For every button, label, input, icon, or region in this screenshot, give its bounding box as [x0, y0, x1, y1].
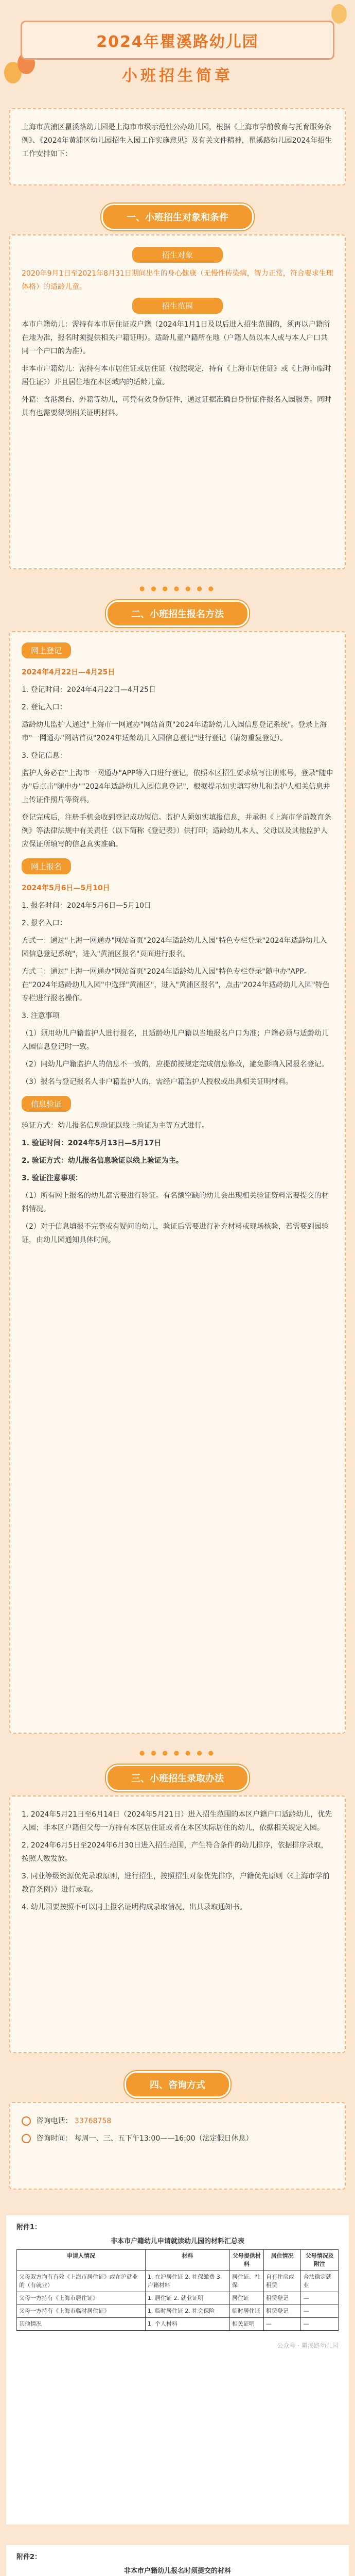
time-line [22, 2132, 333, 2145]
table-cell: 合法稳定就业 [301, 2271, 339, 2292]
confirm-step: 3. 验证注意事项： [22, 1174, 82, 1182]
watermark: 公众号 · 瞿溪路幼儿园 [277, 2342, 339, 2349]
table-cell: — [301, 2292, 339, 2305]
attachment-2-label: 附件2： [16, 2553, 42, 2561]
attachment-1-label: 附件1： [16, 2224, 42, 2231]
table-cell: — [301, 2305, 339, 2318]
table-cell: — [263, 2318, 301, 2331]
table-cell: — [301, 2318, 339, 2331]
reg-step: 1. 登记时间：2024年4月22日—4月25日 [22, 686, 156, 694]
reg-step: 2. 登记入口： [22, 703, 67, 711]
age-text: 2020年9月1日至2021年8月31日期间出生的身心健康（无慢性传染病，智力正常，符合要求生理体格）的适龄儿童。 [22, 269, 333, 291]
section-header [0, 2071, 355, 2098]
section-1-title: 一、小班招生对象和条件 [101, 204, 254, 230]
table-cell: 临时居住证 [229, 2305, 263, 2318]
attachment-1-title: 非本市户籍幼儿申请就读幼儿园的材料汇总表 [110, 2238, 244, 2245]
attachment-1 [6, 2215, 349, 2524]
table-cell: 1. 个人材料 [145, 2318, 229, 2331]
time-value: 每周一、三、五下午13:00——16:00（法定假日休息） [74, 2134, 253, 2143]
section-header [0, 600, 355, 627]
confirm-step: （2）对于信息填报不完整或有疑问的幼儿，验证后需要进行补充材料或现场核验，若需要到园验证，由幼儿园通知具体时间。 [22, 1223, 329, 1244]
phone-label: 咨询电话： [36, 2117, 73, 2125]
divider: ● ● ● ● ● ● ● [139, 585, 216, 592]
apply-step: （1）须用幼儿户籍监护人进行报名，且适龄幼儿户籍以当地报名户口为准；户籍必须与适龄幼儿入园信息登记时一致。 [22, 1029, 329, 1051]
page-subtitle: 小班招生简章 [122, 67, 233, 85]
section-4-card [9, 2102, 346, 2190]
admission-rule: 3. 同业等级资源优先录取原则，进行招生，按照招生对象优先排序，户籍优先原则（《上海市学前教育条例》）进行录取。 [22, 1872, 330, 1894]
table-cell: 租赁登记 [263, 2305, 301, 2318]
table-cell: 父母一方持有《上海市居住证》 [17, 2292, 146, 2305]
confirm-step: 2. 验证方式：幼儿报名信息验证以线上验证为主。 [22, 1157, 183, 1165]
table-cell: 父母一方持有《上海市临时居住证》 [17, 2305, 146, 2318]
reg-step: 登记完成后，注册手机会收到登记成功短信。监护人须如实填报信息，并承担《上海市学前教育条例》等法律法规中有关责任（以下简称《登记表》）供打印；适龄幼儿本人、父母以及其他监护人应保证所填写的信息真实准确。 [22, 814, 331, 849]
tag-confirm: 信息验证 [22, 1096, 71, 1112]
table-cell: 1. 居住证 2. 就业证明 [145, 2292, 229, 2305]
apply-step: （2）同幼儿户籍监护人的信息不一致的，应提前按规定完成信息修改，避免影响入园报名登记。 [22, 1060, 329, 1069]
confirm-step: （1）所有网上报名的幼儿都需要进行验证。有名额空缺的幼儿会出现相关验证资料需要提交的材料情况。 [22, 1192, 329, 1213]
admission-rule: 2. 2024年6月5日至2024年6月30日进入招生范围，产生符合条件的幼儿排序，依据排序录取，按照人数发放。 [22, 1841, 328, 1863]
table-cell: 其他情况 [17, 2318, 146, 2331]
col-header: 居住情况 [263, 2250, 301, 2271]
apply-step: 2. 报名入口： [22, 919, 67, 927]
section-1-card [9, 234, 346, 569]
table-cell: 1. 临时居住证 2. 社会保险 [145, 2305, 229, 2318]
table-cell: 租赁登记 [263, 2292, 301, 2305]
time-label: 咨询时间： [36, 2134, 73, 2143]
intro-text: 上海市黄浦区瞿溪路幼儿园是上海市市级示范性公办幼儿园，根据《上海市学前教育与托育服务条例》、《2024年黄浦区幼儿园招生入园工作实施意见》及有关文件精神，瞿溪路幼儿园2024年招生工作安排如下： [22, 123, 332, 158]
section-3-card [9, 1795, 346, 2053]
phone-line [22, 2114, 333, 2128]
area-text-1: 本市户籍幼儿：需持有本市居住证或户籍（2024年1月1日及以后进入招生范围的，须再以户籍所在地为准，报名时须提供相关户籍证明）。适龄儿童户籍所在地（户籍人员以本人或与本人户口共同一个户口的为准）。 [22, 320, 330, 355]
tag-age: 招生对象 [132, 247, 223, 263]
col-header: 父母情况及附注 [301, 2250, 339, 2271]
table-cell: 自有住房或租赁 [263, 2271, 301, 2292]
apply-step: 1. 报名时间：2024年5月6日—5月10日 [22, 902, 151, 910]
register-date: 2024年4月22日—4月25日 [22, 668, 115, 676]
hero-banner [0, 0, 355, 103]
phone-number[interactable]: 33768758 [74, 2117, 112, 2125]
table-row [17, 2271, 339, 2292]
materials-table [16, 2249, 339, 2331]
col-header: 材料 [145, 2250, 229, 2271]
reg-step: 3. 登记信息： [22, 752, 67, 760]
page-title: 2024年瞿溪路幼儿园 [96, 33, 259, 51]
apply-step: 3. 注意事项 [22, 1012, 60, 1020]
admission-rule: 4. 幼儿园要按照不可以同上报名证明构成录取情况，出具录取通知书。 [22, 1903, 247, 1911]
apply-step: （3）报名与登记报名人非户籍监护人的，需经户籍监护人授权或出具相关证明材料。 [22, 1078, 293, 1086]
tag-register: 网上登记 [22, 642, 71, 658]
intro-card [9, 108, 346, 185]
reg-step: 适龄幼儿监护人通过"上海市一网通办"网站首页"2024年适龄幼儿入园信息登记系统"。登录上海市"一网通办"网站首页"2024年适龄幼儿入园信息登记"进行登记（请勿重复登记）。 [22, 721, 327, 742]
clock-icon [22, 2134, 31, 2143]
col-header: 申请人情况 [17, 2250, 146, 2271]
area-text-3: 外籍：含港澳台、外籍等幼儿，可凭有效身份证件，通过证据准确自身份证件报名入园服务。同时具有也需要得到相关证明材料。 [22, 396, 331, 417]
reg-step: 监护人务必在"上海市一网通办"APP等入口进行登记，依照本区招生要求填写注册账号，登录"随申办"后点击"随申办""2024年适龄幼儿入园信息登记"，根据提示如实填写幼儿和监护人相关信息并上传证件照片等资料。 [22, 769, 333, 804]
table-header [17, 2250, 339, 2271]
attachment-2-title: 非本市户籍幼儿报名时须提交的材料 [123, 2567, 231, 2575]
table-cell: 父母双方均有有效《上海市居住证》或在沪就业的（有就业） [17, 2271, 146, 2292]
table-cell: 相关证明 [229, 2318, 263, 2331]
attachment-2 [6, 2545, 349, 2576]
section-4-title: 四、咨询方式 [125, 2071, 230, 2098]
col-header: 父母提供材料 [229, 2250, 263, 2271]
apply-step: 方式一：通过"上海一网通办"网站首页"2024年适龄幼儿入园"特色专栏登录"2024年适龄幼儿入园信息登记系统"，进入"黄浦区报名"页面进行报名。 [22, 937, 327, 958]
section-3-title: 三、小班招生录取办法 [106, 1765, 249, 1791]
table-cell: 1. 在沪居住证 2. 社保缴费 3. 户籍材料 [145, 2271, 229, 2292]
section-header [0, 204, 355, 230]
table-cell: 居住证、社保 [229, 2271, 263, 2292]
table-row [17, 2305, 339, 2318]
tag-apply: 网上报名 [22, 858, 71, 874]
apply-date: 2024年5月6日—5月10日 [22, 884, 110, 892]
area-text-2: 非本市户籍幼儿：需持有本市居住证或居住证（按照规定，持有《上海市居住证》或《上海市临时居住证》）并且居住地在本区域内的适龄儿童。 [22, 365, 331, 386]
section-header [0, 1765, 355, 1791]
confirm-step: 1. 验证时间：2024年5月13日—5月17日 [22, 1139, 162, 1147]
balloon-icon [331, 4, 347, 24]
table-cell: 居住证 [229, 2292, 263, 2305]
table-row [17, 2292, 339, 2305]
tag-area: 招生范围 [132, 298, 223, 314]
section-2-title: 二、小班招生报名方法 [106, 600, 249, 627]
confirm-text: 验证方式：幼儿报名信息验证以线上验证为主等方式进行。 [22, 1122, 209, 1130]
admission-rule: 1. 2024年5月21日至6月14日（2024年5月21日）进入招生范围的本区户籍户口适龄幼儿，优先入园；非本区户籍但父母一方持有本区居住证或者在本区实际居住的幼儿，依据相关规定入园。 [22, 1810, 332, 1832]
divider: ● ● ● ● ● ● ● [139, 1749, 216, 1756]
apply-step: 方式二：通过"上海一网通办"网站首页"2024年适龄幼儿入园"特色专栏登录"随申办"APP。在"2024年适龄幼儿入园"中选择"黄浦区"，进入"黄浦区报名"，点击"2024年适龄幼儿入园"特色专栏进行报名操作。 [22, 968, 330, 1003]
phone-icon [22, 2116, 31, 2126]
table-row [17, 2318, 339, 2331]
section-2-card [9, 631, 346, 1734]
